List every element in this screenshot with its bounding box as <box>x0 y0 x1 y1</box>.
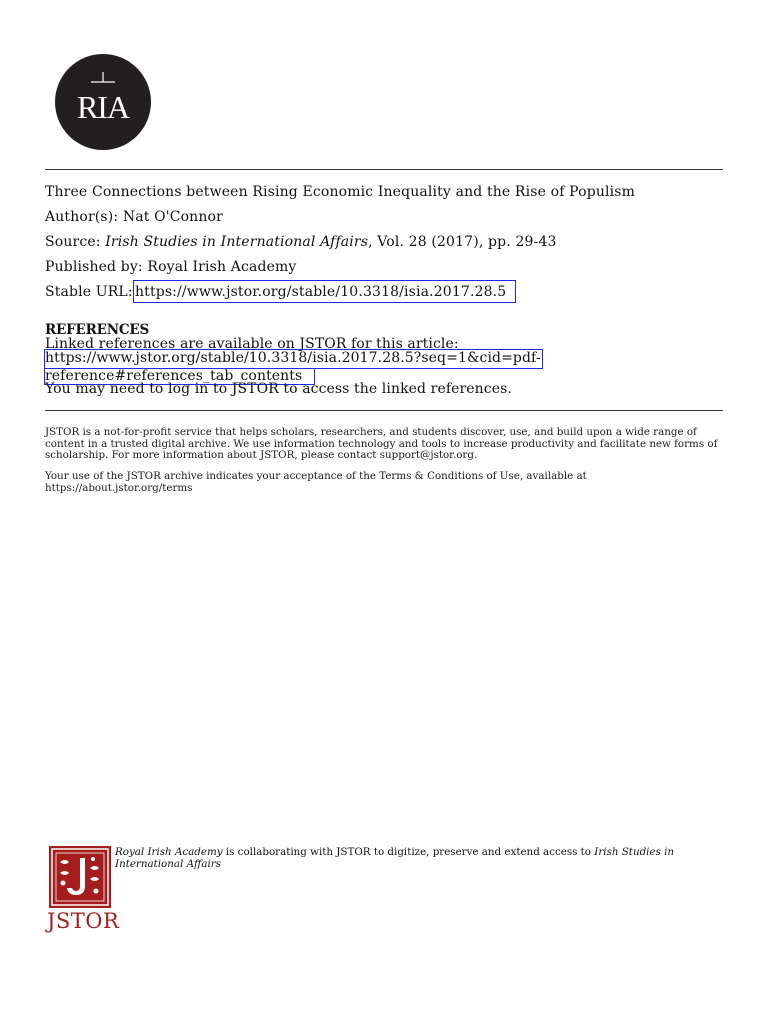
jstor-wordmark: JSTOR <box>47 909 120 933</box>
stable-url-link[interactable] <box>133 280 516 303</box>
stable-url-text: https://www.jstor.org/stable/10.3318/isia.2017.28.5 <box>135 284 507 300</box>
terms-notice <box>45 471 725 494</box>
collab-publisher: Royal Irish Academy <box>115 846 223 858</box>
jstor-notice: JSTOR is a not-for-profit service that helps scholars, researchers, and students discover, use, and build upon a wide range of content in a trusted digital archive. We use information technology and tools to increase productivity and facilitate new forms of scholarship. For more information about JSTOR, please contact support@jstor.org. <box>45 426 718 461</box>
ria-logo-text: RIA <box>76 89 130 125</box>
ria-logo <box>55 54 151 150</box>
publisher-label: Published by: <box>45 259 143 275</box>
source-line <box>45 233 557 251</box>
source-details: , Vol. 28 (2017), pp. 29-43 <box>368 234 557 250</box>
top-divider <box>45 169 723 170</box>
ria-logo-mark <box>55 54 151 150</box>
collab-journal: Irish Studies in International Affairs <box>115 846 675 870</box>
publisher-value: Royal Irish Academy <box>147 259 297 275</box>
source-label: Source: <box>45 234 101 250</box>
collaboration-statement <box>115 847 695 870</box>
authors-line <box>45 208 223 226</box>
stable-url-label: Stable URL: <box>45 284 133 300</box>
references-note: You may need to log in to JSTOR to access the linked references. <box>45 381 512 397</box>
references-intro: Linked references are available on JSTOR for this article: <box>45 336 459 352</box>
references-heading: REFERENCES <box>45 322 150 338</box>
jstor-emblem-graphic <box>49 846 111 908</box>
article-title: Three Connections between Rising Economic Inequality and the Rise of Populism <box>45 184 636 200</box>
references-link-text1: https://www.jstor.org/stable/10.3318/isia.2017.28.5?seq=1&cid=pdf- <box>45 350 541 366</box>
terms-notice-text: Your use of the JSTOR archive indicates your acceptance of the Terms & Conditions of Use, available at <box>45 470 587 482</box>
source-journal: Irish Studies in International Affairs <box>105 234 369 250</box>
references-link-part1[interactable] <box>44 349 543 369</box>
terms-link[interactable]: https://about.jstor.org/terms <box>45 481 193 494</box>
collab-middle: is collaborating with JSTOR to digitize, preserve and extend access to <box>222 846 595 858</box>
references-link-text2: reference#references_tab_contents <box>45 368 303 384</box>
publisher-line <box>45 258 297 276</box>
jstor-emblem-icon <box>49 846 111 908</box>
stable-url-line <box>45 283 133 301</box>
authors-label: Author(s): <box>45 209 119 225</box>
authors-value: Nat O'Connor <box>122 209 223 225</box>
middle-divider <box>45 410 723 411</box>
